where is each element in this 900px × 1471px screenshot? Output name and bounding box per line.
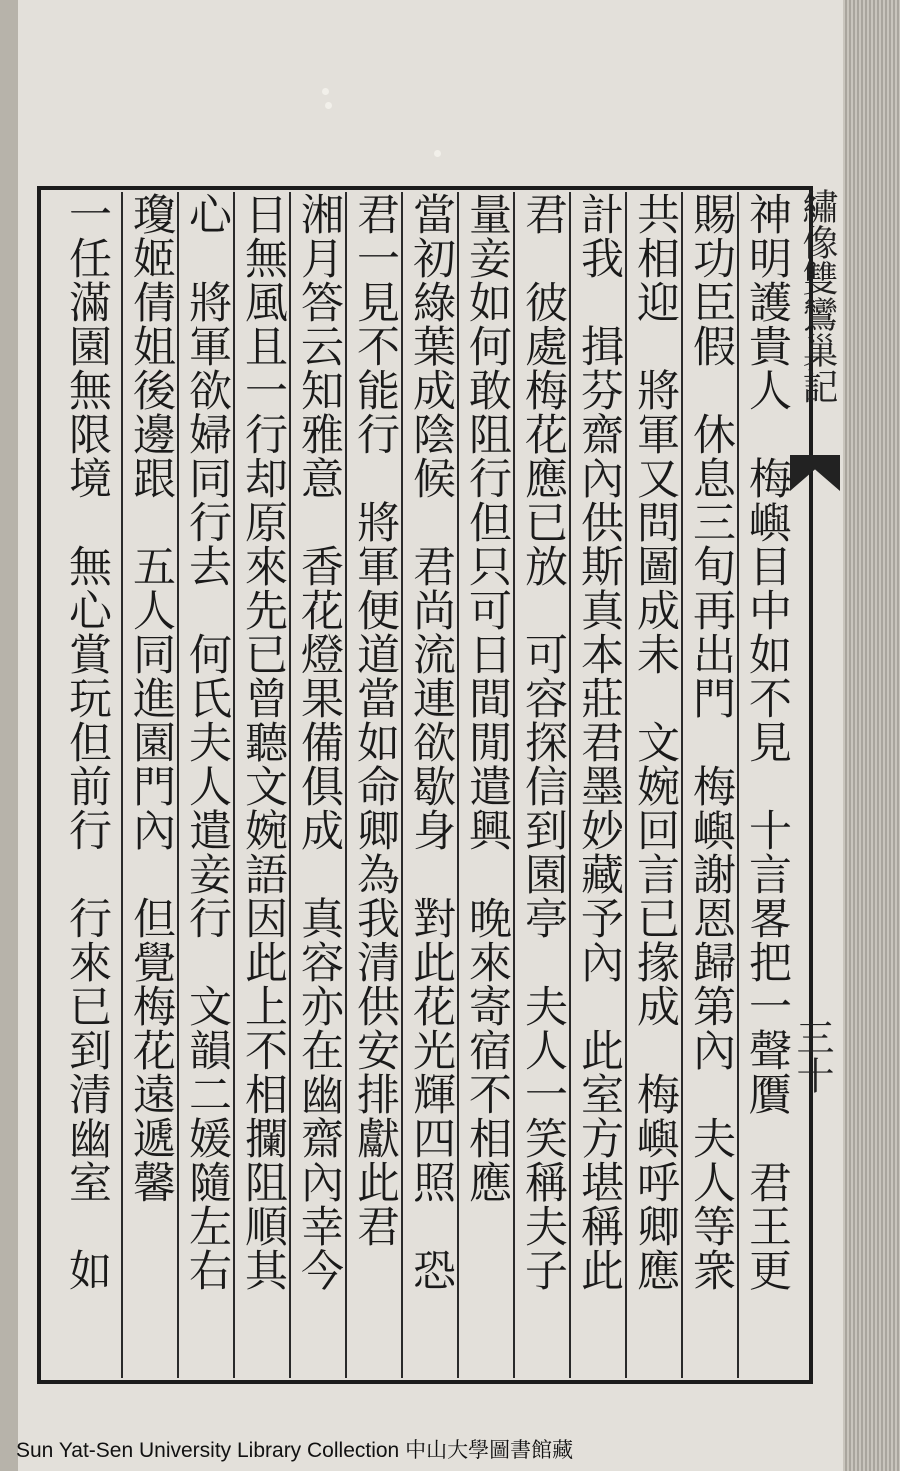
text-column: 當初綠葉成陰候 君尚流連欲歇身 對此花光輝四照 恐 <box>401 192 459 1378</box>
text-column: 神明護貴人 梅嶼目中如不見 十言畧把一聲贋 君王更 <box>737 192 795 1378</box>
text-column: 量妾如何敢阻行但只可日間閒遣興 晚來寄宿不相應 <box>457 192 515 1378</box>
text-column: 賜功臣假 休息三旬再出門 梅嶼謝恩歸第內 夫人等衆 <box>681 192 739 1378</box>
paper-spot <box>325 102 332 109</box>
page-stack-edge <box>843 0 900 1471</box>
adjacent-page-edge <box>0 0 18 1471</box>
text-column: 一任滿園無限境 無心賞玩但前行 行來已到清幽室 如 <box>62 192 112 1292</box>
text-column: 瓊姬倩姐後邊跟 五人同進園門內 但覺梅花遠遞馨 <box>121 192 179 1378</box>
page-number: 三十 <box>790 1018 834 1094</box>
text-column: 君一見不能行 將軍便道當如命卿為我清供安排獻此君 <box>345 192 403 1378</box>
text-column: 君 彼處梅花應已放 可容探信到園亭 夫人一笑稱夫子 <box>513 192 571 1378</box>
library-credit: Sun Yat-Sen University Library Collection 中山大學圖書館藏 <box>16 1439 574 1462</box>
text-column: 湘月答云知雅意 香花燈果備俱成 真容亦在幽齋內幸今 <box>289 192 347 1378</box>
paper-spot <box>322 88 329 95</box>
text-column: 心 將軍欲婦同行去 何氏夫人遣妾行 文韻二媛隨左右 <box>177 192 235 1378</box>
book-title-header: 繡像雙鸞巢記 <box>797 188 838 404</box>
text-column: 計我 揖芬齋內供斯真本莊君墨妙藏予內 此室方堪稱此 <box>569 192 627 1378</box>
paper-spot <box>434 150 441 157</box>
text-column: 共相迎 將軍又問圖成未 文婉回言已掾成 梅嶼呼卿應 <box>625 192 683 1378</box>
text-column: 日無風且一行却原來先已曾聽文婉語因此上不相攔阻順其 <box>233 192 291 1378</box>
